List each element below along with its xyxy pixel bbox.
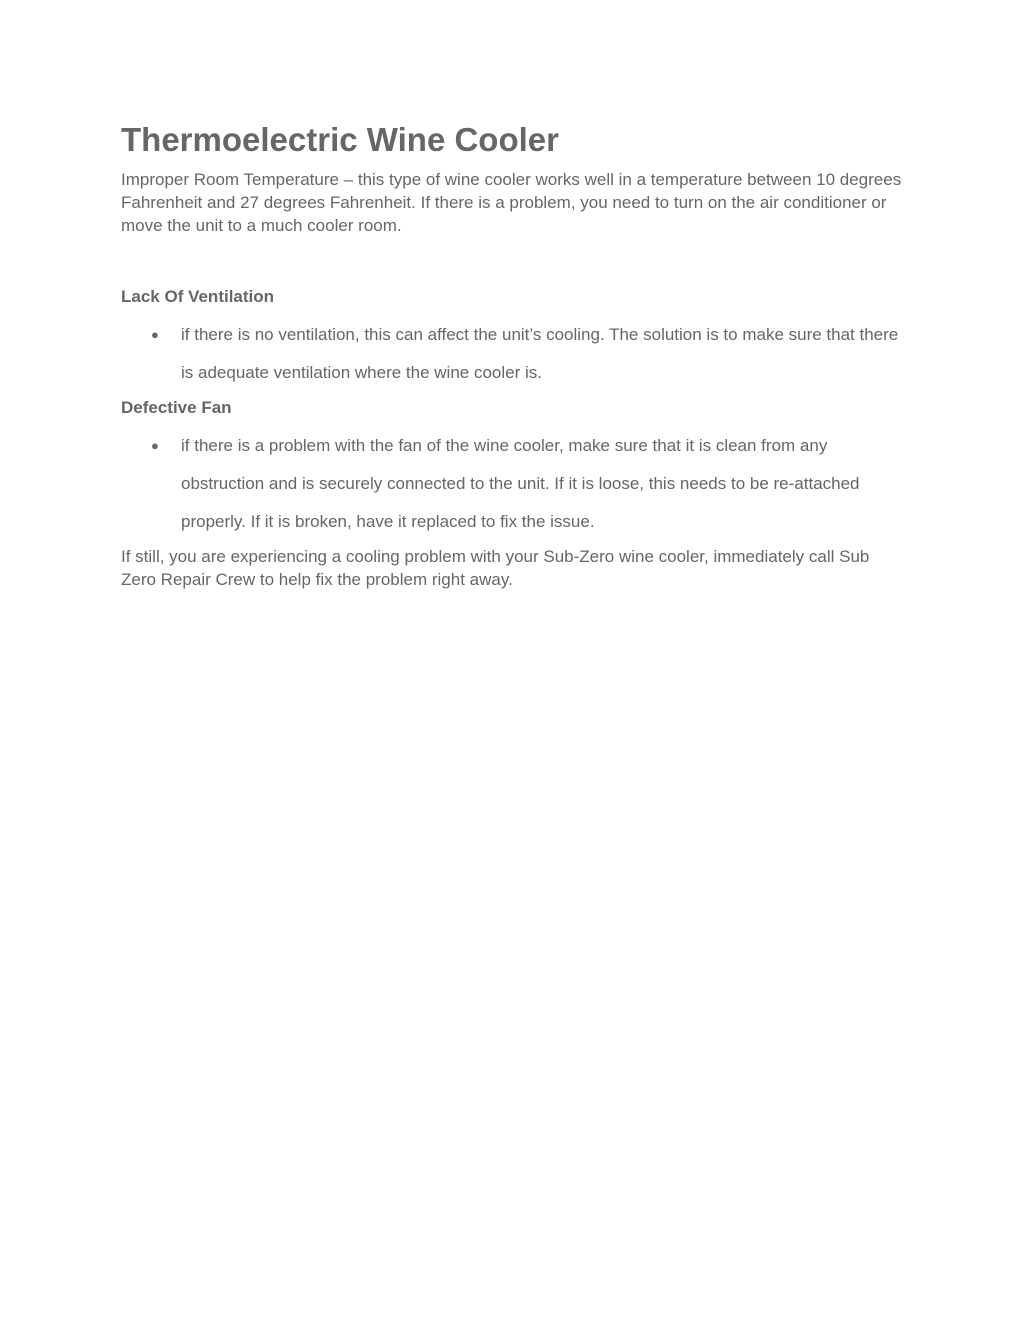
bullet-list-ventilation — [121, 316, 906, 392]
closing-paragraph: If still, you are experiencing a cooling problem with your Sub-Zero wine cooler, immediately call Sub Zero Repair Crew to help fix the problem right away. — [121, 547, 870, 589]
document-page — [121, 118, 906, 591]
list-item-text: if there is no ventilation, this can affect the unit’s cooling. The solution is to make sure that there is adequate ventilation where the wine cooler is. — [181, 325, 899, 382]
list-item — [121, 427, 906, 541]
list-item — [121, 316, 906, 392]
bullet-icon: ● — [151, 327, 159, 342]
section-heading-fan: Defective Fan — [121, 398, 232, 417]
section-heading-ventilation: Lack Of Ventilation — [121, 287, 275, 306]
intro-paragraph: Improper Room Temperature – this type of wine cooler works well in a temperature between 10 degrees Fahrenheit and 27 degrees Fahrenheit. If there is a problem, you need to turn on the air conditioner or move the unit to a much cooler room. — [121, 170, 902, 235]
bullet-icon: ● — [151, 438, 159, 453]
bullet-list-fan — [121, 427, 906, 541]
document-title: Thermoelectric Wine Cooler — [121, 121, 559, 158]
list-item-text: if there is a problem with the fan of the wine cooler, make sure that it is clean from any obstruction and is securely connected to the unit. If it is loose, this needs to be re-attached properly. If it is broken, have it replaced to fix the issue. — [181, 436, 860, 531]
